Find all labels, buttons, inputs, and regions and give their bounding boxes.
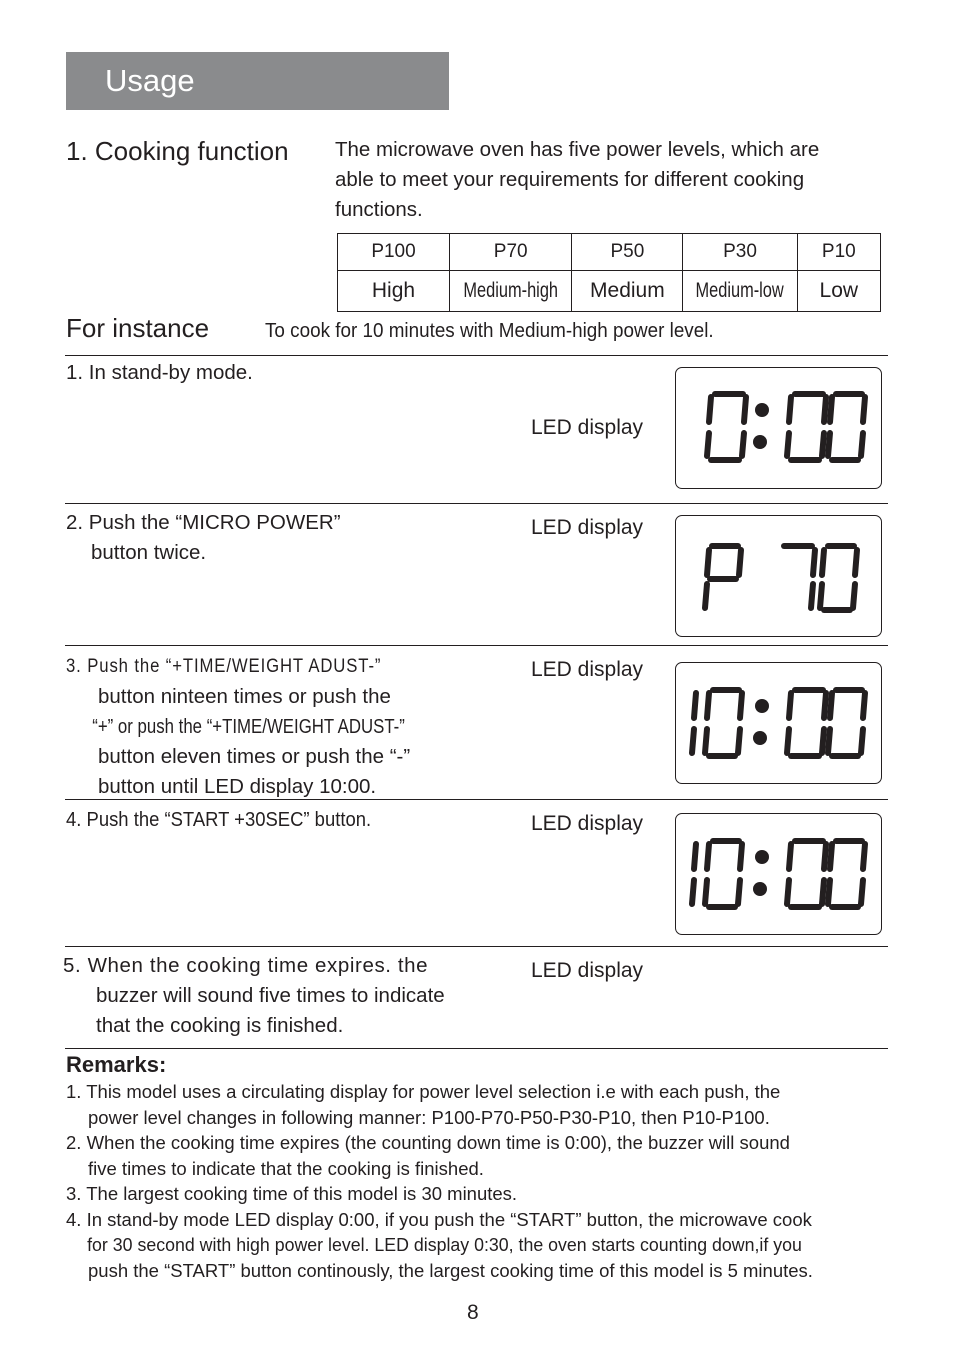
power-code-cell: P70	[450, 234, 572, 271]
example-description: To cook for 10 minutes with Medium-high power level.	[265, 319, 714, 342]
step-line: button twice.	[91, 541, 207, 564]
step-5-text	[63, 951, 445, 1041]
led-digits-10-00	[676, 814, 881, 934]
step-line: button eleven times or push the “-”	[98, 745, 411, 768]
remark-line: 1. This model uses a circulating display for power level selection i.e with each push, the	[66, 1081, 781, 1102]
led-digits-0-00	[676, 368, 881, 488]
step-line: button ninteen times or push the	[98, 685, 391, 708]
led-digits-10-00	[676, 663, 881, 783]
remarks-list	[66, 1079, 896, 1283]
intro-line: functions.	[335, 198, 423, 221]
power-code-cell: P50	[572, 234, 683, 271]
power-name-text: Medium-low	[695, 279, 785, 302]
led-display-1	[675, 367, 882, 489]
led-display-3	[675, 662, 882, 784]
step-1-text: 1. In stand-by mode.	[66, 361, 253, 384]
page-number: 8	[467, 1301, 479, 1324]
remark-line: for 30 second with high power level. LED display 0:30, the oven starts counting down,if you	[87, 1234, 802, 1255]
power-code-row	[338, 234, 881, 271]
step-2-text	[66, 508, 341, 568]
led-display-label: LED display	[531, 658, 644, 681]
led-display-label: LED display	[531, 812, 644, 835]
power-name-text: Medium-high	[463, 279, 559, 302]
divider	[65, 645, 888, 646]
cooking-function-intro	[335, 135, 895, 225]
remark-line: power level changes in following manner: P100-P70-P50-P30-P10, then P10-P100.	[88, 1106, 770, 1128]
power-name-cell	[683, 271, 797, 312]
divider	[65, 946, 888, 947]
power-name-cell	[450, 271, 572, 312]
step-4-text: 4. Push the “START +30SEC” button.	[66, 808, 372, 831]
divider	[65, 1048, 888, 1049]
led-digits-p-70	[676, 516, 881, 636]
led-display-label: LED display	[531, 516, 644, 539]
intro-line: able to meet your requirements for different cooking	[335, 168, 805, 191]
step-line: 2. Push the “MICRO POWER”	[66, 511, 341, 534]
intro-line: The microwave oven has five power levels, which are	[335, 138, 820, 161]
remark-line: 3. The largest cooking time of this model is 30 minutes.	[66, 1183, 518, 1204]
remark-line: push the “START” button continously, the largest cooking time of this model is 5 minutes.	[88, 1259, 813, 1281]
power-code-cell: P100	[338, 234, 450, 271]
section-banner	[66, 52, 449, 110]
divider	[65, 355, 888, 356]
led-display-4	[675, 813, 882, 935]
for-instance-heading: For instance	[66, 313, 210, 343]
power-name-cell: Medium	[572, 271, 683, 312]
remark-line: five times to indicate that the cooking is finished.	[88, 1157, 484, 1179]
power-name-cell: Low	[797, 271, 880, 312]
power-name-cell: High	[338, 271, 450, 312]
remark-line: 4. In stand-by mode LED display 0:00, if you push the “START” button, the microwave cook	[66, 1208, 812, 1230]
led-display-label: LED display	[531, 416, 644, 439]
step-3-text	[66, 652, 479, 802]
remarks-heading: Remarks:	[66, 1052, 167, 1077]
divider	[65, 799, 888, 800]
led-display-2	[675, 515, 882, 637]
power-code-cell: P30	[683, 234, 797, 271]
divider	[65, 503, 888, 504]
step-line: 5. When the cooking time expires. the	[63, 954, 429, 977]
remark-line: 2. When the cooking time expires (the counting down time is 0:00), the buzzer will sound	[66, 1132, 790, 1153]
power-level-table	[337, 233, 881, 312]
step-line: buzzer will sound five times to indicate	[96, 984, 445, 1007]
step-line: button until LED display 10:00.	[98, 775, 377, 798]
power-code-cell: P10	[797, 234, 880, 271]
step-line: that the cooking is finished.	[96, 1014, 344, 1037]
cooking-function-heading: 1. Cooking function	[66, 136, 289, 166]
section-title: Usage	[105, 63, 195, 98]
led-display-label: LED display	[531, 959, 644, 982]
step-line: 3. Push the “+TIME/WEIGHT ADUST-”	[66, 656, 382, 677]
step-line: “+” or push the “+TIME/WEIGHT ADUST-”	[92, 715, 405, 738]
power-name-row	[338, 271, 881, 312]
